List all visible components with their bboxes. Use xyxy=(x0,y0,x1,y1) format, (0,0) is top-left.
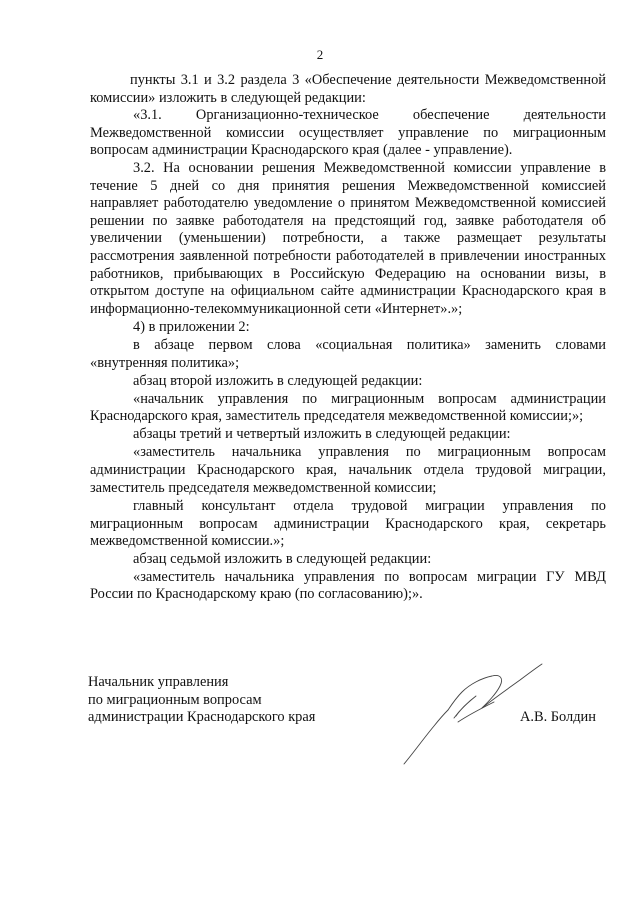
paragraph-fourth-clause-text: главный консультант отдела трудовой миграции управления по миграционным вопросам администрации Краснодарского края, секретарь межведомственной комиссии.»; xyxy=(90,498,606,550)
paragraph-second-clause-intro: абзац второй изложить в следующей редакции: xyxy=(133,373,423,390)
paragraph-intro: пункты 3.1 и 3.2 раздела 3 «Обеспечение деятельности Межведомственной комиссии» изложить в следующей редакции: xyxy=(90,72,606,106)
signatory-title-line: Начальник управления xyxy=(88,674,229,690)
signatory-title xyxy=(88,674,315,727)
paragraph-section-3-1: «3.1. Организационно-техническое обеспечение деятельности Межведомственной комиссии осуществляет управление по миграционным вопросам администрации Краснодарского края (далее - управление). xyxy=(90,107,606,159)
paragraph-seventh-clause-text: «заместитель начальника управления по вопросам миграции ГУ МВД России по Краснодарскому краю (по согласованию);». xyxy=(90,568,606,603)
paragraph-second-clause-text: «начальник управления по миграционным вопросам администрации Краснодарского края, заместитель председателя межведомственной комиссии;»; xyxy=(90,390,606,425)
paragraph-third-fourth-intro: абзацы третий и четвертый изложить в следующей редакции: xyxy=(133,425,511,442)
page-number: 2 xyxy=(316,47,324,62)
signatory-title-line: по миграционным вопросам xyxy=(88,691,262,708)
document-body xyxy=(90,72,606,604)
signatory-title-line: администрации Краснодарского края xyxy=(88,709,316,726)
signatory-name: А.В. Болдин xyxy=(520,709,596,725)
paragraph-third-clause-text: «заместитель начальника управления по миграционным вопросам администрации Краснодарского края, начальник отдела трудовой миграции, заместитель председателя межведомственной комиссии; xyxy=(90,444,606,496)
paragraph-section-3-2: 3.2. На основании решения Межведомственной комиссии управление в течение 5 дней со дня принятия решения Межведомственной комиссией направляет работодателю уведомление о принятом Межведомственной комиссией решении по заявке работодателя на предстоящий год, заявке работодателя об увеличении (уменьшении) потребности, а также размещает результаты рассмотрения заявленной потребности работодателей в привлечении иностранных работников, прибывающих в Российскую Федерацию на основании визы, в открытом доступе на официальном сайте администрации Краснодарского края в информационно-телекоммуникационной сети «Интернет».»; xyxy=(90,159,606,317)
paragraph-first-clause: в абзаце первом слова «социальная политика» заменить словами «внутренняя политика»; xyxy=(90,336,606,371)
paragraph-appendix-2: 4) в приложении 2: xyxy=(133,319,250,336)
paragraph-seventh-clause-intro: абзац седьмой изложить в следующей редакции: xyxy=(133,551,432,568)
